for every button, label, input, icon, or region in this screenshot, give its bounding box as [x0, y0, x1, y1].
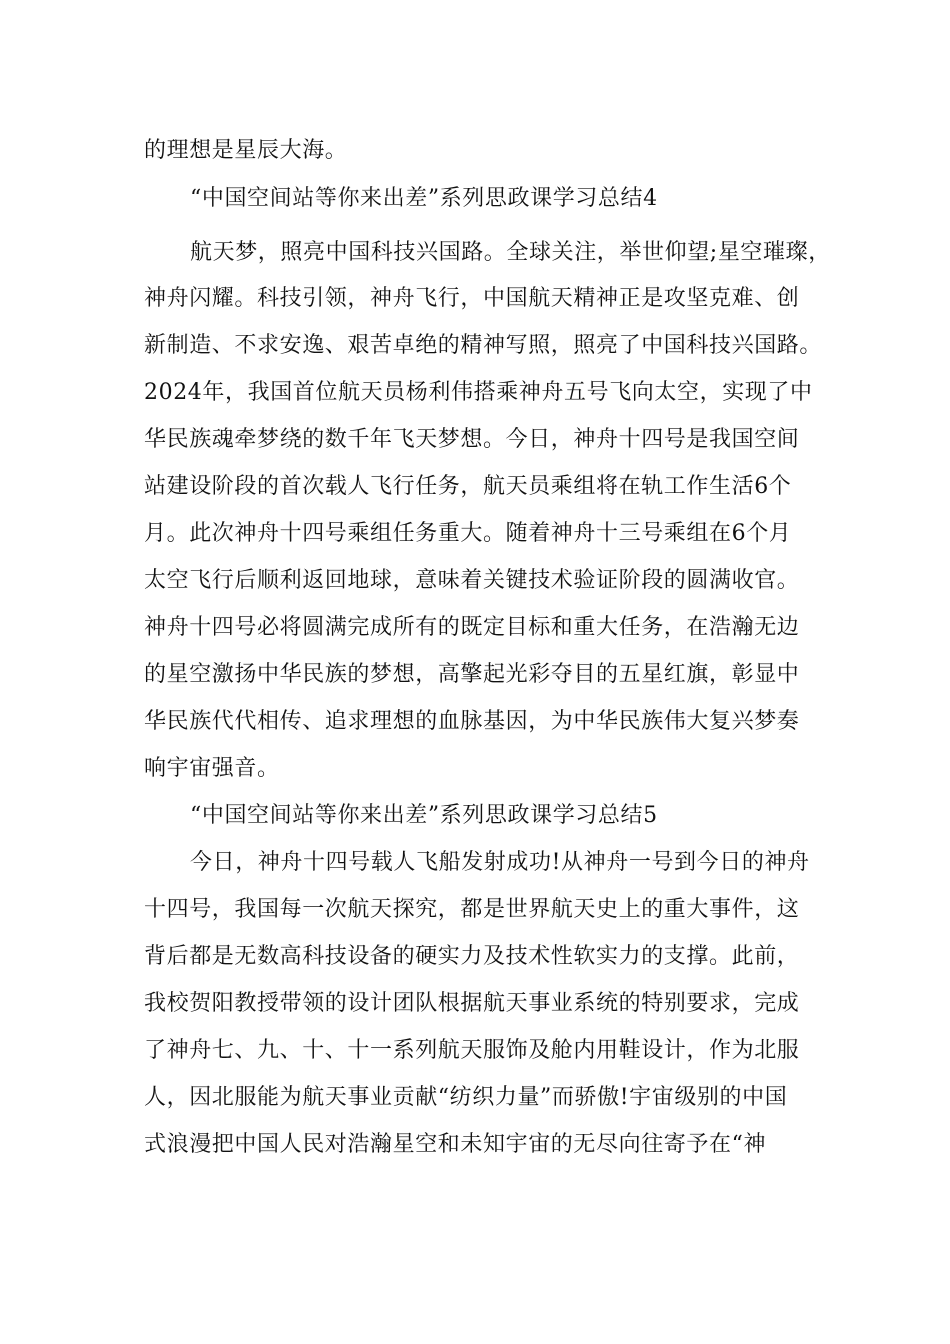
paragraph-line: 太空飞行后顺利返回地球，意味着关键技术验证阶段的圆满收官。 — [144, 568, 800, 593]
paragraph-line: 我校贺阳教授带领的设计团队根据航天事业系统的特别要求，完成 — [144, 991, 800, 1016]
section-heading: “中国空间站等你来出差”系列思政课学习总结5 — [190, 803, 658, 828]
paragraph-line: 月。此次神舟十四号乘组任务重大。随着神舟十三号乘组在6个月 — [144, 521, 792, 546]
paragraph-line: 2024年，我国首位航天员杨利伟搭乘神舟五号飞向太空，实现了中 — [144, 380, 813, 405]
paragraph-line: 神舟十四号必将圆满完成所有的既定目标和重大任务，在浩瀚无边 — [144, 615, 800, 640]
paragraph-line: 新制造、不求安逸、艰苦卓绝的精神写照，照亮了中国科技兴国路。 — [144, 333, 823, 358]
paragraph-line: 响宇宙强音。 — [144, 756, 280, 781]
paragraph-line: 人，因北服能为航天事业贡献“纺织力量”而骄傲!宇宙级别的中国 — [144, 1085, 788, 1110]
paragraph-line: 背后都是无数高科技设备的硬实力及技术性软实力的支撑。此前， — [144, 944, 800, 969]
paragraph-line: 华民族代代相传、追求理想的血脉基因，为中华民族伟大复兴梦奏 — [144, 709, 800, 734]
paragraph-line: 今日，神舟十四号载人飞船发射成功!从神舟一号到今日的神舟 — [190, 850, 810, 875]
paragraph-line: 十四号，我国每一次航天探究，都是世界航天史上的重大事件，这 — [144, 897, 800, 922]
paragraph-line: 的理想是星辰大海。 — [144, 138, 348, 163]
paragraph-line: 华民族魂牵梦绕的数千年飞天梦想。今日，神舟十四号是我国空间 — [144, 427, 800, 452]
section-heading: “中国空间站等你来出差”系列思政课学习总结4 — [190, 186, 658, 211]
paragraph-line: 的星空激扬中华民族的梦想，高擎起光彩夺目的五星红旗，彰显中 — [144, 662, 800, 687]
paragraph-line: 神舟闪耀。科技引领，神舟飞行，中国航天精神正是攻坚克难、创 — [144, 286, 800, 311]
paragraph-line: 站建设阶段的首次载人飞行任务，航天员乘组将在轨工作生活6个 — [144, 474, 792, 499]
paragraph-line: 了神舟七、九、十、十一系列航天服饰及舱内用鞋设计，作为北服 — [144, 1038, 800, 1063]
paragraph-line: 式浪漫把中国人民对浩瀚星空和未知宇宙的无尽向往寄予在“神 — [144, 1132, 767, 1157]
paragraph-line: 航天梦，照亮中国科技兴国路。全球关注，举世仰望;星空璀璨， — [190, 240, 831, 265]
